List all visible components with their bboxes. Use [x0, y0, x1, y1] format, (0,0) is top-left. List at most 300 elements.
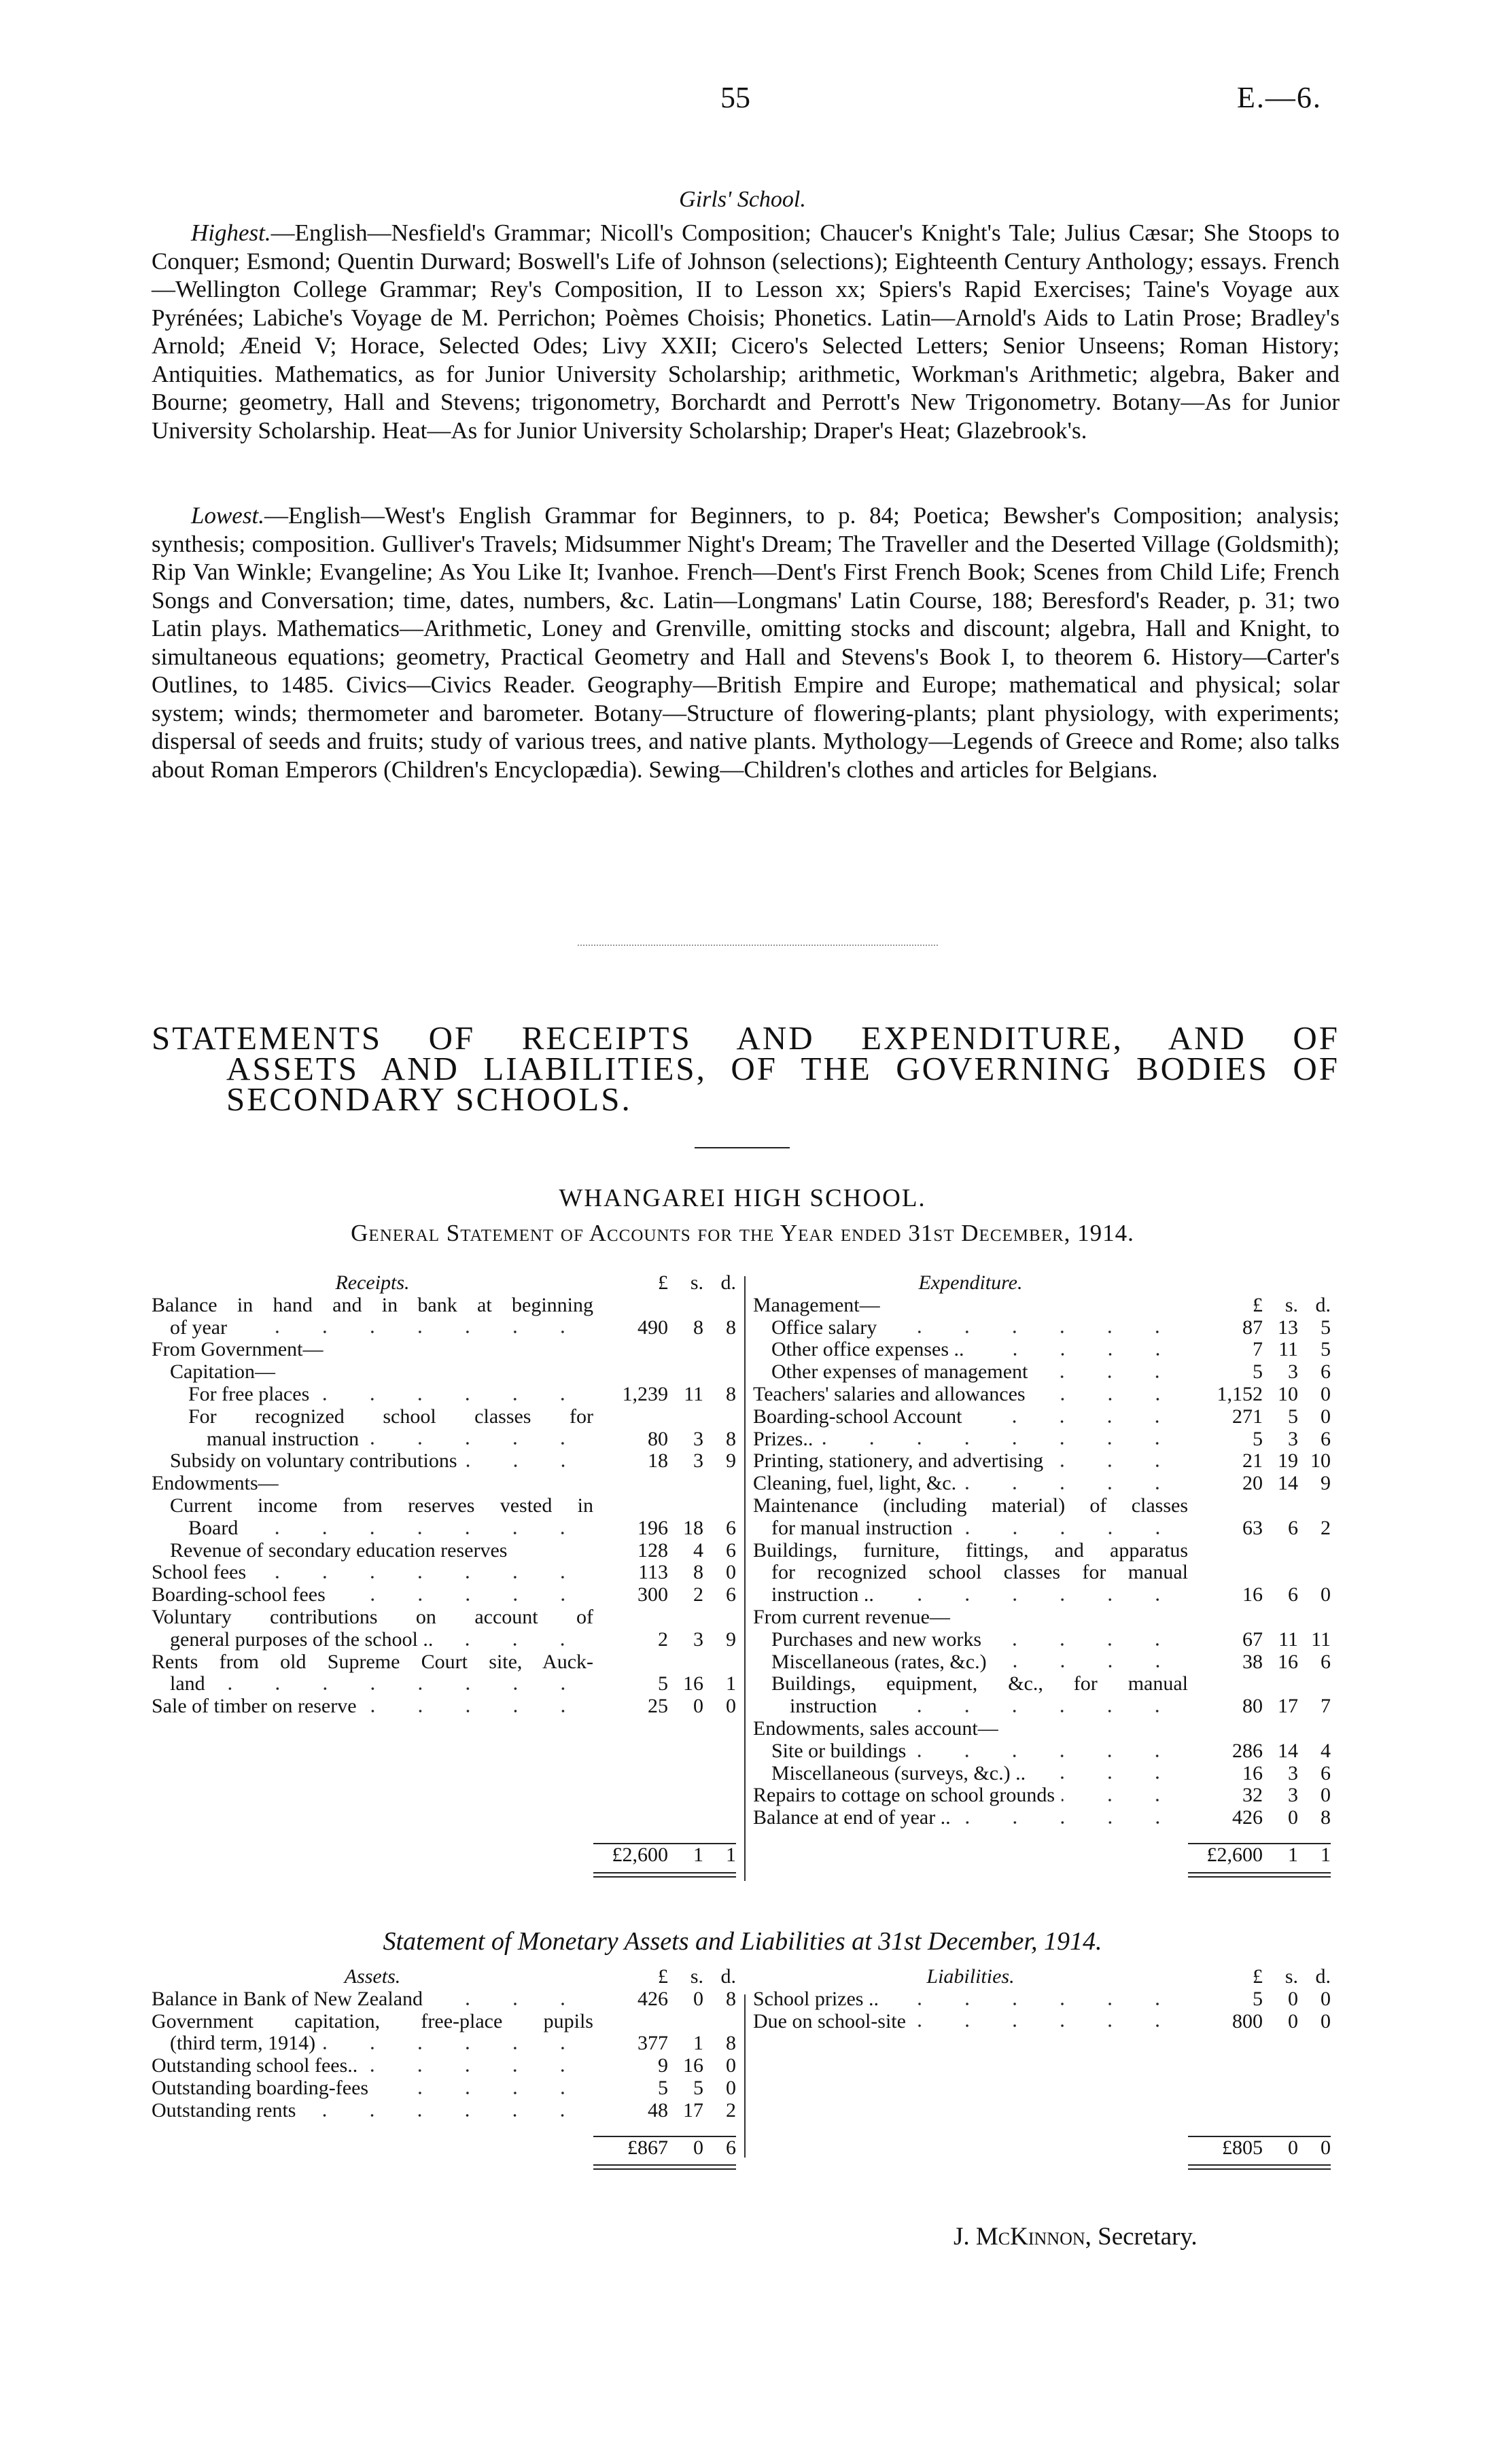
- table-row: [152, 1361, 736, 1384]
- table-row: [753, 1673, 1331, 1695]
- column-divider: [744, 1276, 746, 1881]
- blank-row: [152, 1807, 736, 1829]
- lowest-label: Lowest.: [191, 502, 264, 529]
- column-title: Liabilities.: [926, 1966, 1015, 1988]
- blank-row: [753, 2032, 1331, 2055]
- leader-dots: [971, 1348, 1181, 1357]
- amount-d: 8: [726, 2032, 736, 2055]
- leader-dots: [960, 1526, 1181, 1536]
- amount-L: 16: [1242, 1761, 1263, 1784]
- total-row: [152, 1843, 736, 1865]
- row-text: for manual instruction: [771, 1517, 953, 1539]
- total-amounts: [1188, 2136, 1331, 2160]
- column-header-row: [152, 1272, 736, 1295]
- amount-s: 5: [693, 2076, 703, 2099]
- school-name: WHANGAREI HIGH SCHOOL.: [559, 1184, 926, 1212]
- amount-s: 0: [1288, 1806, 1298, 1829]
- row-text: Rents from old Supreme Court site, Auck-: [152, 1651, 593, 1673]
- row-label: [152, 1339, 593, 1361]
- row-label: [152, 1495, 593, 1517]
- row-label: [152, 2032, 593, 2055]
- expenditure-table: [753, 1272, 1331, 1878]
- table-row: [152, 1629, 736, 1651]
- row-label: [753, 1540, 1188, 1562]
- amount-L: 490: [637, 1316, 668, 1339]
- row-label: [753, 1339, 1188, 1361]
- statements-heading: [152, 1019, 1340, 1118]
- table-row: [753, 1695, 1331, 1718]
- amount-s: 3: [693, 1449, 703, 1473]
- amount-s: 16: [683, 1672, 703, 1695]
- amount-s: 3: [1288, 1761, 1298, 1784]
- amount-L: 38: [1242, 1650, 1263, 1673]
- leader-dots: [322, 2041, 587, 2051]
- row-label: [152, 1295, 593, 1317]
- row-label: [753, 1673, 1188, 1695]
- leader-dots: [440, 1638, 587, 1647]
- row-label: [152, 2100, 593, 2122]
- amount-s: 3: [693, 1427, 703, 1450]
- highest-text: —English—Nesfield's Grammar; Nicoll's Composition; Chaucer's Knight's Tale; Julius Cæsar; She Stoops to Conquer; Esmond; Quentin Durward; Boswell's Life of Johnson (selections); Eighteenth Century Anthology; essays. French—Wellington College Grammar; Rey's Composition, II to Lesson xx; Spiers's Rapid Exercises; Taine's Voyage aux Pyrénées; Labiche's Voyage de M. Perrichon; Poèmes Choisis; Phonetics. Latin—Arnold's Aids to Latin Prose; Bradley's Arnold; Æneid V; Horace, Selected Odes; Livy XXII; Cicero's Selected Letters; Senior Unseens; Roman History; Antiquities. Mathematics, as for Junior University Scholarship; arithmetic, Workman's Arithmetic; algebra, Baker and Bourne; geometry, Hall and Stevens; trigonometry, Borchardt and Perrott's New Trigonometry. Botany—As for Junior University Scholarship. Heat—As for Junior University Scholarship; Draper's Heat; Glazebrook's.: [152, 219, 1340, 444]
- amount-L: 5: [1253, 1987, 1263, 2010]
- table-row: [753, 1740, 1331, 1763]
- amount-L: 18: [648, 1449, 668, 1473]
- blank-row: [152, 1718, 736, 1740]
- heading-rule: [695, 1147, 790, 1148]
- row-label: [152, 2055, 593, 2077]
- row-text: Purchases and new works: [771, 1628, 982, 1651]
- column-title: Receipts.: [335, 1272, 410, 1294]
- leader-dots: [375, 2086, 587, 2096]
- amount-L: 426: [1232, 1806, 1263, 1829]
- total-row: [753, 1843, 1331, 1865]
- leader-dots: [884, 1704, 1181, 1714]
- heading-line: ASSETS AND LIABILITIES, OF THE GOVERNING BODIES OF: [226, 1050, 1340, 1087]
- row-label: [753, 1473, 1188, 1495]
- amount-L: 1,239: [622, 1382, 668, 1405]
- table-row: [152, 1295, 736, 1317]
- blank-row: [753, 2055, 1331, 2077]
- amount-d: 11: [1311, 1627, 1331, 1651]
- leader-dots: [302, 2109, 587, 2118]
- table-row: [753, 1339, 1331, 1361]
- table-row: [152, 1428, 736, 1451]
- row-text: manual instruction: [207, 1428, 360, 1450]
- amount-s: 6: [1288, 1583, 1298, 1606]
- amount-s: 10: [1278, 1382, 1298, 1405]
- general-statement-title: General Statement of Accounts for the Year ended 31st December, 1914.: [351, 1220, 1134, 1246]
- signatory-name: J. McKinnon,: [954, 2223, 1091, 2251]
- amount-d: 6: [1321, 1761, 1331, 1784]
- row-label: [753, 1651, 1188, 1674]
- amount-L: 48: [648, 2098, 668, 2122]
- table-row: [753, 1406, 1331, 1428]
- row-text: Teachers' salaries and allowances: [753, 1383, 1026, 1405]
- total-d: 1: [726, 1843, 736, 1866]
- row-label: [753, 1784, 1188, 1807]
- blank-row: [753, 2077, 1331, 2100]
- leader-dots: [316, 1392, 587, 1402]
- table-row: [753, 1629, 1331, 1651]
- total-s: 1: [693, 1843, 703, 1866]
- leader-dots: [253, 1570, 587, 1580]
- amount-s: 8: [693, 1561, 703, 1584]
- table-row: [753, 1450, 1331, 1473]
- currency-header-s: s.: [690, 1271, 703, 1294]
- total-double-rule: [593, 2164, 736, 2170]
- amount-L: 196: [637, 1516, 668, 1539]
- amount-d: 6: [726, 1583, 736, 1606]
- amount-L: 2: [658, 1627, 668, 1651]
- row-label: [753, 1763, 1188, 1785]
- amount-L: 1,152: [1217, 1382, 1263, 1405]
- amount-L: 300: [637, 1583, 668, 1606]
- row-text: Repairs to cottage on school grounds: [753, 1784, 1055, 1807]
- row-text: Outstanding rents: [152, 2099, 296, 2122]
- lowest-paragraph: [152, 501, 1340, 784]
- row-text: Voluntary contributions on account of: [152, 1606, 593, 1628]
- amount-d: 6: [1321, 1427, 1331, 1450]
- row-text: Due on school-site: [753, 2010, 906, 2032]
- leader-dots: [366, 1437, 587, 1446]
- row-text: instruction ..: [771, 1584, 874, 1606]
- table-row: [753, 2011, 1331, 2033]
- amount-s: 16: [1278, 1650, 1298, 1673]
- row-text: Maintenance (including material) of classes: [753, 1494, 1188, 1517]
- receipts-table: [152, 1272, 736, 1878]
- table-row: [753, 1295, 1331, 1317]
- row-text: Balance in Bank of New Zealand: [152, 1988, 423, 2010]
- blank-row: [152, 1740, 736, 1763]
- row-label: [152, 1317, 593, 1339]
- row-label: [753, 1317, 1188, 1339]
- row-text: instruction: [790, 1695, 877, 1718]
- row-label: [152, 1450, 593, 1473]
- heading-line: SECONDARY SCHOOLS.: [226, 1080, 632, 1118]
- table-row: [753, 1495, 1331, 1517]
- row-label: [753, 1629, 1188, 1651]
- amount-s: 11: [1278, 1338, 1298, 1361]
- row-label: [152, 1695, 593, 1718]
- amount-s: 0: [693, 1695, 703, 1718]
- amount-L: 87: [1242, 1316, 1263, 1339]
- amount-L: 426: [637, 1987, 668, 2010]
- table-row: [152, 1988, 736, 2011]
- amount-d: 0: [1321, 1987, 1331, 2010]
- amount-d: 6: [726, 1516, 736, 1539]
- row-text: Miscellaneous (rates, &c.): [771, 1651, 987, 1673]
- amount-L: 5: [658, 1672, 668, 1695]
- leader-dots: [913, 1749, 1181, 1759]
- total-amounts: [1188, 1843, 1331, 1867]
- total-L: £2,600: [1206, 1843, 1263, 1866]
- total-double-rule: [1188, 2164, 1331, 2170]
- currency-header-L: £: [658, 1271, 668, 1294]
- amount-d: 1: [726, 1672, 736, 1695]
- blank-row: [152, 1784, 736, 1807]
- table-row: [753, 1317, 1331, 1339]
- total-amounts: [593, 2136, 736, 2160]
- table-row: [152, 1517, 736, 1540]
- total-s: 0: [1288, 2136, 1298, 2159]
- column-title: Assets.: [344, 1966, 401, 1988]
- amount-s: 3: [1288, 1784, 1298, 1807]
- assets-table: [152, 1966, 736, 2170]
- table-row: [152, 1651, 736, 1674]
- amount-L: 63: [1242, 1516, 1263, 1539]
- leader-dots: [1034, 1370, 1181, 1379]
- table-row: [753, 1784, 1331, 1807]
- row-text: Buildings, equipment, &c., for manual: [771, 1673, 1188, 1695]
- amount-L: 113: [638, 1561, 668, 1584]
- table-row: [753, 1517, 1331, 1540]
- table-row: [152, 1540, 736, 1562]
- table-row: [152, 1495, 736, 1517]
- amount-d: 5: [1321, 1316, 1331, 1339]
- amount-d: 8: [1321, 1806, 1331, 1829]
- row-label: [152, 1629, 593, 1651]
- currency-header-d: d.: [720, 1271, 736, 1294]
- row-label: [753, 1718, 1188, 1740]
- row-label: [753, 1606, 1188, 1629]
- row-text: Other expenses of management: [771, 1361, 1028, 1384]
- row-text: From current revenue—: [753, 1606, 950, 1628]
- amount-d: 0: [1321, 1405, 1331, 1428]
- leader-dots: [958, 1816, 1181, 1825]
- table-row: [152, 1406, 736, 1428]
- table-row: [753, 1562, 1331, 1584]
- table-row: [753, 1606, 1331, 1629]
- amount-L: 271: [1232, 1405, 1263, 1428]
- leader-dots: [988, 1638, 1181, 1647]
- amount-d: 0: [726, 1561, 736, 1584]
- leader-dots: [913, 2019, 1181, 2028]
- row-text: Current income from reserves vested in: [170, 1494, 593, 1517]
- row-text: Capitation—: [170, 1361, 275, 1384]
- currency-header-s: s.: [1285, 1293, 1298, 1316]
- document-reference: E.—6.: [1237, 81, 1322, 114]
- amount-d: 7: [1321, 1695, 1331, 1718]
- amount-d: 6: [1321, 1360, 1331, 1384]
- heading-line: STATEMENTS OF RECEIPTS AND EXPENDITURE, AND OF: [152, 1019, 1340, 1057]
- leader-dots: [332, 1593, 587, 1602]
- row-text: Prizes..: [753, 1428, 814, 1450]
- total-s: 1: [1288, 1843, 1298, 1866]
- table-row: [753, 1807, 1331, 1829]
- amount-s: 0: [1288, 2009, 1298, 2032]
- row-label: [753, 1361, 1188, 1384]
- table-row: [152, 1384, 736, 1406]
- row-text: land: [170, 1673, 205, 1695]
- leader-dots: [820, 1437, 1181, 1446]
- page-number: 55: [720, 81, 750, 114]
- row-label: [753, 1384, 1188, 1406]
- amount-L: 5: [1253, 1427, 1263, 1450]
- row-label: [753, 1295, 1188, 1317]
- amount-d: 2: [1321, 1516, 1331, 1539]
- row-label: [152, 1361, 593, 1384]
- amount-s: 16: [683, 2054, 703, 2077]
- leader-dots: [968, 1415, 1181, 1424]
- leader-dots: [963, 1481, 1181, 1491]
- amount-L: 128: [637, 1538, 668, 1562]
- total-d: 6: [726, 2136, 736, 2159]
- table-row: [753, 1584, 1331, 1606]
- amount-s: 2: [693, 1583, 703, 1606]
- highest-label: Highest.: [191, 219, 271, 246]
- row-label: [152, 1428, 593, 1451]
- row-text: For recognized school classes for: [188, 1405, 593, 1428]
- amount-L: 80: [648, 1427, 668, 1450]
- table-row: [152, 1584, 736, 1606]
- total-d: 0: [1321, 2136, 1331, 2159]
- row-text: Boarding-school fees: [152, 1584, 326, 1606]
- column-header-row: [152, 1966, 736, 1988]
- total-double-rule: [1188, 1872, 1331, 1878]
- leader-dots: [886, 1997, 1181, 2007]
- amount-d: 10: [1310, 1449, 1331, 1473]
- table-row: [152, 1450, 736, 1473]
- row-text: Subsidy on voluntary contributions: [170, 1450, 457, 1473]
- signatory-role: Secretary.: [1098, 2223, 1198, 2251]
- row-label: [753, 1740, 1188, 1763]
- amount-d: 6: [726, 1538, 736, 1562]
- row-label: [152, 1988, 593, 2011]
- amount-s: 3: [1288, 1427, 1298, 1450]
- row-label: [753, 1517, 1188, 1540]
- leader-dots: [430, 1997, 587, 2007]
- row-label: [152, 2077, 593, 2100]
- row-text: Office salary: [771, 1316, 877, 1339]
- leader-dots: [994, 1659, 1181, 1669]
- row-label: [152, 1473, 593, 1495]
- amount-L: 21: [1242, 1449, 1263, 1473]
- row-text: Outstanding boarding-fees: [152, 2077, 369, 2099]
- amount-s: 3: [693, 1627, 703, 1651]
- total-row: [152, 2136, 736, 2158]
- amount-d: 9: [726, 1449, 736, 1473]
- table-row: [753, 1988, 1331, 2011]
- leader-dots: [212, 1682, 587, 1691]
- table-row: [152, 2032, 736, 2055]
- amount-s: 19: [1278, 1449, 1298, 1473]
- row-text: Balance at end of year ..: [753, 1807, 951, 1829]
- amount-s: 3: [1288, 1360, 1298, 1384]
- column-divider: [744, 1994, 746, 2158]
- amount-d: 0: [1321, 2009, 1331, 2032]
- amount-d: 5: [1321, 1338, 1331, 1361]
- currency-header-L: £: [658, 1965, 668, 1988]
- row-label: [152, 1562, 593, 1584]
- row-label: [152, 1517, 593, 1540]
- table-row: [152, 2100, 736, 2122]
- amount-d: 9: [726, 1627, 736, 1651]
- row-text: Miscellaneous (surveys, &c.) ..: [771, 1762, 1026, 1784]
- row-text: Site or buildings: [771, 1740, 907, 1762]
- signature: [954, 2222, 1198, 2251]
- amount-s: 4: [693, 1538, 703, 1562]
- leader-dots: [234, 1325, 587, 1335]
- table-row: [152, 1673, 736, 1695]
- amount-s: 6: [1288, 1516, 1298, 1539]
- leader-dots: [464, 1459, 587, 1468]
- row-label: [753, 1584, 1188, 1606]
- row-label: [753, 1428, 1188, 1451]
- row-text: Other office expenses ..: [771, 1339, 964, 1361]
- amount-L: 800: [1232, 2009, 1263, 2032]
- amount-s: 11: [1278, 1627, 1298, 1651]
- row-text: For free places: [188, 1383, 310, 1405]
- amount-d: 9: [1321, 1472, 1331, 1495]
- row-label: [152, 2011, 593, 2033]
- table-row: [152, 1317, 736, 1339]
- amount-s: 17: [1278, 1695, 1298, 1718]
- row-label: [152, 1406, 593, 1428]
- row-text: School fees: [152, 1562, 247, 1584]
- blank-row: [753, 2100, 1331, 2122]
- amount-L: 9: [658, 2054, 668, 2077]
- lowest-text: —English—West's English Grammar for Beginners, to p. 84; Poetica; Bewsher's Composition; analysis; synthesis; composition. Gulliver's Travels; Midsummer Night's Dream; The Traveller and the Deserted Village (Goldsmith); Rip Van Winkle; Evangeline; As You Like It; Ivanhoe. French—Dent's First French Book; Scenes from Child Life; French Songs and Conversation; time, dates, numbers, &c. Latin—Longmans' Latin Course, 188; Beresford's Reader, p. 31; two Latin plays. Mathematics—Arithmetic, Loney and Grenville, omitting stocks and discount; algebra, Hall and Knight, to simultaneous equations; geometry, Practical Geometry and Hall and Stevens's Book I, to theorem 6. History—Carter's Outlines, to 1485. Civics—Civics Reader. Geography—British Empire and Europe; mathematical and physical; solar system; winds; thermometer and barometer. Botany—Structure of flowering-plants; plant physiology, with experiments; dispersal of seeds and fruits; study of various trees, and native plants. Mythology—Legends of Greece and Rome; also talks about Roman Emperors (Children's Encyclopædia). Sewing—Children's clothes and articles for Belgians.: [152, 502, 1340, 783]
- row-label: [152, 1606, 593, 1629]
- highest-paragraph: [152, 219, 1340, 444]
- amount-L: 5: [1253, 1360, 1263, 1384]
- amount-s: 14: [1278, 1472, 1298, 1495]
- row-text: Revenue of secondary education reserves: [170, 1539, 508, 1562]
- amount-s: 0: [693, 1987, 703, 2010]
- table-row: [152, 1695, 736, 1718]
- amount-s: 17: [683, 2098, 703, 2122]
- table-row: [152, 2055, 736, 2077]
- table-row: [152, 1339, 736, 1361]
- table-row: [753, 1651, 1331, 1674]
- amount-L: 16: [1242, 1583, 1263, 1606]
- amount-s: 13: [1278, 1316, 1298, 1339]
- table-row: [152, 2077, 736, 2100]
- amount-d: 0: [726, 2076, 736, 2099]
- row-label: [753, 1988, 1188, 2011]
- row-text: Endowments, sales account—: [753, 1717, 998, 1740]
- row-text: School prizes ..: [753, 1988, 879, 2010]
- leader-dots: [1050, 1459, 1181, 1468]
- leader-dots: [364, 2064, 587, 2073]
- leader-dots: [1062, 1793, 1181, 1803]
- currency-header-d: d.: [1315, 1293, 1331, 1316]
- amount-s: 5: [1288, 1405, 1298, 1428]
- leader-dots: [884, 1325, 1181, 1335]
- row-text: for recognized school classes for manual: [771, 1562, 1188, 1584]
- amount-d: 0: [1321, 1382, 1331, 1405]
- row-text: Printing, stationery, and advertising: [753, 1450, 1044, 1473]
- amount-s: 1: [693, 2032, 703, 2055]
- amount-d: 0: [726, 1695, 736, 1718]
- amount-L: 5: [658, 2076, 668, 2099]
- amount-s: 8: [693, 1316, 703, 1339]
- total-L: £805: [1222, 2136, 1263, 2159]
- row-label: [753, 1695, 1188, 1718]
- amount-d: 2: [726, 2098, 736, 2122]
- row-text: From Government—: [152, 1339, 324, 1361]
- amount-d: 0: [726, 2054, 736, 2077]
- amount-d: 8: [726, 1987, 736, 2010]
- amount-d: 0: [1321, 1784, 1331, 1807]
- amount-d: 8: [726, 1316, 736, 1339]
- row-label: [753, 1562, 1188, 1584]
- amount-d: 6: [1321, 1650, 1331, 1673]
- column-header-row: [753, 1966, 1331, 1988]
- section-divider: [578, 945, 938, 946]
- row-label: [152, 1584, 593, 1606]
- row-label: [152, 1651, 593, 1674]
